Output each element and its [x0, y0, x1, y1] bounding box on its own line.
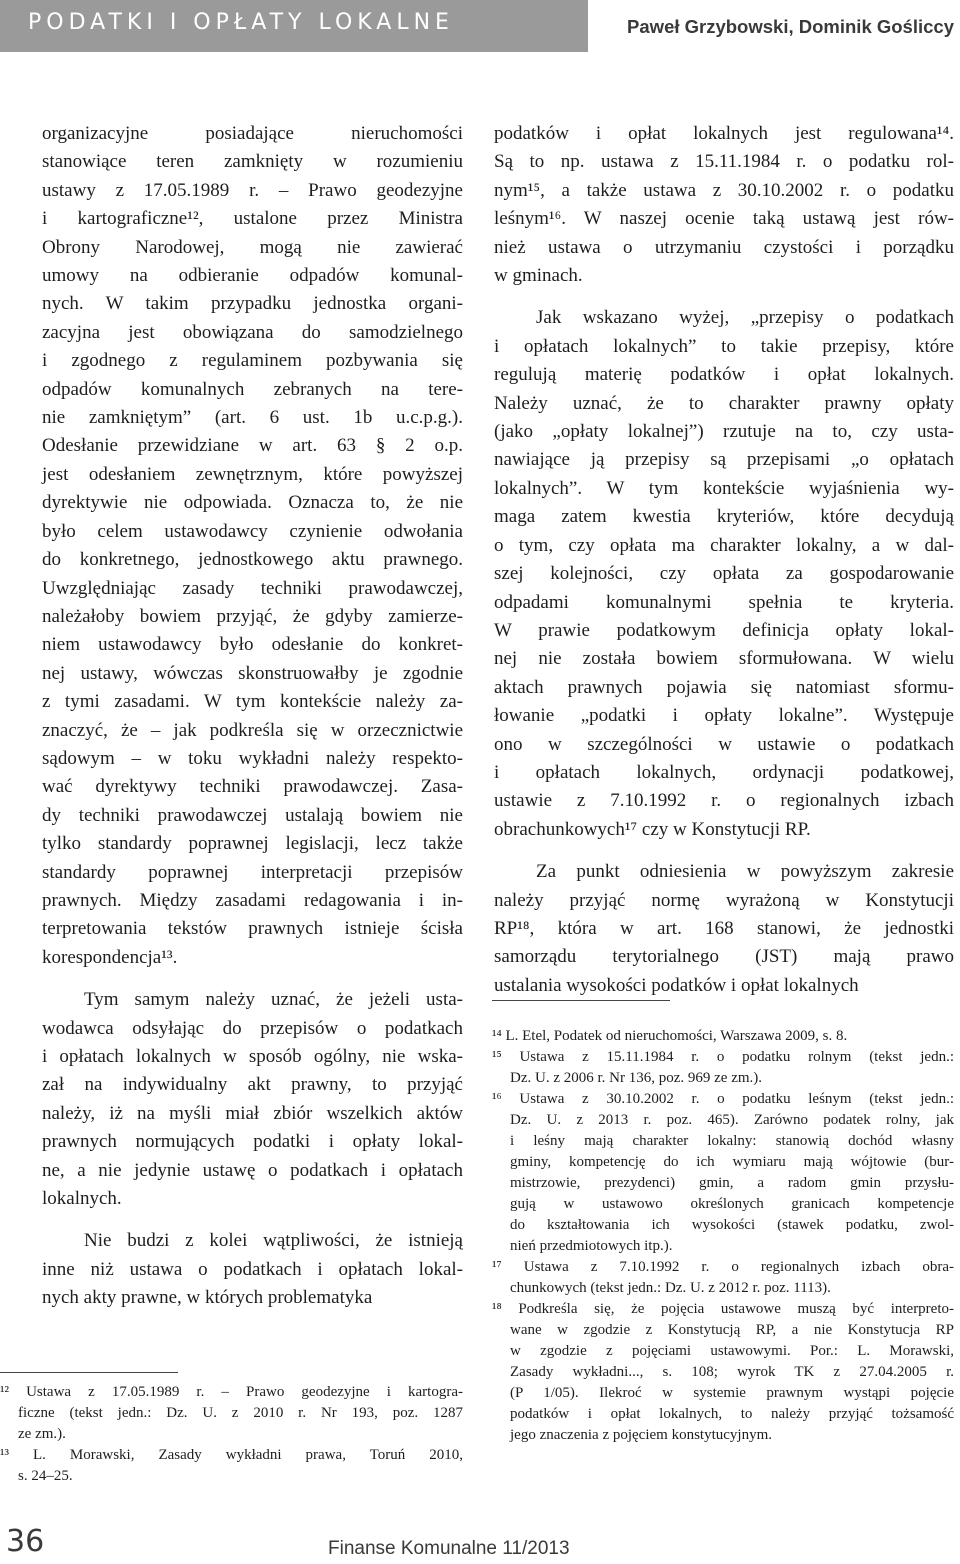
- left-paragraph-3: [42, 1227, 463, 1312]
- text-line: leśnym¹⁶. W naszej ocenie taką ustawą jest rów-: [494, 208, 954, 230]
- footnote-line: i leśny mają charakter lokalny: stanowią dochód własny: [510, 1133, 954, 1149]
- text-line: lokalnych”. W tym kontekście wyjaśnienia wy-: [494, 477, 954, 499]
- text-line: zał na indywidualny akt prawny, to przyjąć: [42, 1074, 463, 1096]
- text-line: wodawca odsyłając do przepisów o podatkach: [42, 1017, 463, 1039]
- footnote-line: Dz. U. z 2006 r. Nr 136, poz. 969 ze zm.).: [510, 1070, 763, 1086]
- text-line: i kartograficzne¹², ustalone przez Ministra: [42, 208, 463, 230]
- text-line: RP¹⁸, która w art. 168 stanowi, że jednostki: [494, 917, 954, 939]
- page-number: 36: [6, 1524, 45, 1559]
- text-line: odpadów komunalnych zebranych na tere-: [42, 378, 463, 400]
- text-line: samorządu terytorialnego (JST) mają prawo: [494, 946, 954, 968]
- right-paragraph-1: [494, 120, 954, 290]
- footnote-line: Zasady wykładni..., s. 108; wyrok TK z 27.04.2005 r.: [510, 1364, 954, 1380]
- text-line: Jak wskazano wyżej, „przepisy o podatkach: [536, 307, 954, 329]
- text-line: i opłatach lokalnych” to takie przepisy, które: [494, 335, 954, 357]
- text-line: regulują materię podatków i opłat lokalnych.: [494, 364, 954, 386]
- text-line: z tymi zasadami. W tym kontekście należy za-: [42, 691, 463, 713]
- text-line: terpretowania tekstów prawnych istnieje ścisła: [42, 918, 463, 940]
- footnote: [492, 1257, 954, 1299]
- text-line: nież ustawa o utrzymaniu czystości i porządku: [494, 236, 954, 258]
- footnote-line: ¹⁸ Podkreśla się, że pojęcia ustawowe muszą być interpreto-: [492, 1301, 954, 1317]
- text-line: dy techniki prawodawczej ustalają bowiem nie: [42, 804, 463, 826]
- text-line: aktach prawnych pojawia się natomiast sformu-: [494, 676, 954, 698]
- text-line: inne niż ustawa o podatkach i opłatach lokal-: [42, 1258, 463, 1280]
- footnotes-right: [492, 1026, 954, 1446]
- footnote-line: wane w zgodzie z Konstytucją RP, a nie Konstytucja RP: [510, 1322, 954, 1338]
- text-line: należy, iż na myśli miał zbiór wszelkich aktów: [42, 1102, 463, 1124]
- text-line: jest odesłaniem zewnętrznym, które powyższej: [42, 463, 463, 485]
- footnote-line: ¹⁴ L. Etel, Podatek od nieruchomości, Warszawa 2009, s. 8.: [492, 1028, 848, 1044]
- text-line: Obrony Narodowej, mogą nie zawierać: [42, 236, 463, 258]
- footnote-line: (P 1/05). Ilekroć w systemie prawnym wystąpi pojęcie: [510, 1385, 954, 1401]
- footnote-line: do kształtowania ich wysokości (stawek podatku, zwol-: [510, 1217, 954, 1233]
- text-line: nym¹⁵, a także ustawa z 30.10.2002 r. o podatku: [494, 179, 954, 201]
- text-line: odpadami komunalnymi spełnia te kryteria.: [494, 591, 954, 613]
- text-line: do konkretnego, jednostkowego aktu prawnego.: [42, 549, 463, 571]
- text-line: umowy na odbieranie odpadów komunal-: [42, 265, 463, 287]
- text-line: Za punkt odniesienia w powyższym zakresie: [536, 861, 954, 883]
- text-line: prawnych. Między zasadami redagowania i in-: [42, 889, 463, 911]
- text-line: nawiające ją przepisy są przepisami „o opłatach: [494, 449, 954, 471]
- footnote-line: gminy, kompetencję do ich wymiaru mają wójtowie (bur-: [510, 1154, 954, 1170]
- text-line: było celem ustawodawcy czynienie odwołania: [42, 520, 463, 542]
- footnote-rule-right: [492, 1000, 670, 1001]
- text-line: wać dyrektywy techniki prawodawczej. Zasa-: [42, 776, 463, 798]
- left-column: [42, 120, 463, 1313]
- footnotes-left: [0, 1382, 463, 1487]
- text-line: obrachunkowych¹⁷ czy w Konstytucji RP.: [494, 818, 811, 840]
- text-line: i opłatach lokalnych w sposób ogólny, nie wska-: [42, 1046, 463, 1067]
- magazine-title: Finanse Komunalne 11/2013: [328, 1538, 570, 1559]
- left-paragraph-2: [42, 986, 463, 1213]
- text-line: nych akty prawne, w których problematyka: [42, 1287, 373, 1309]
- text-line: dyrektywie nie odpowiada. Oznacza to, że nie: [42, 492, 463, 514]
- text-line: Nie budzi z kolei wątpliwości, że istnieją: [84, 1230, 463, 1252]
- article-authors: Paweł Grzybowski, Dominik Gośliccy: [627, 16, 954, 37]
- text-line: maga zatem kwestia kryteriów, które decydują: [494, 506, 954, 528]
- text-line: prawnych normujących podatki i opłaty lokal-: [42, 1131, 463, 1153]
- text-line: szej kolejności, czy opłata za gospodarowanie: [494, 563, 954, 585]
- text-line: ustalania wysokości podatków i opłat lokalnych: [494, 974, 859, 996]
- footnote-line: nień przedmiotowych itp.).: [510, 1238, 673, 1254]
- footnote: [492, 1047, 954, 1089]
- text-line: standardy poprawnej interpretacji przepisów: [42, 861, 463, 883]
- footnote-line: ¹³ L. Morawski, Zasady wykładni prawa, Toruń 2010,: [0, 1447, 463, 1463]
- footnote-line: ¹⁶ Ustawa z 30.10.2002 r. o podatku leśnym (tekst jedn.:: [492, 1091, 954, 1107]
- text-line: i opłatach lokalnych, ordynacji podatkowej,: [494, 761, 954, 783]
- footnote-line: jego znaczenia z pojęciem konstytucyjnym.: [510, 1427, 772, 1443]
- text-line: należy przyjąć normę wyrażoną w Konstytucji: [494, 889, 954, 911]
- footnote-line: mistrzowie, prezydenci) gmin, a radom gmin przysłu-: [510, 1175, 954, 1191]
- text-line: stanowiące teren zamknięty w rozumieniu: [42, 151, 463, 173]
- text-line: nej nie została bowiem sformułowana. W wielu: [494, 648, 954, 670]
- text-line: i zgodnego z regulaminem pozbywania się: [42, 350, 463, 372]
- text-line: Należy uznać, że to charakter prawny opłaty: [494, 392, 954, 414]
- text-line: ustawie z 7.10.1992 r. o regionalnych izbach: [494, 790, 954, 812]
- footnote-line: w zgodzie z pojęciami ustawowymi. Por.: L. Morawski,: [510, 1343, 954, 1359]
- footnote-line: ¹² Ustawa z 17.05.1989 r. – Prawo geodezyjne i kartogra-: [0, 1384, 463, 1400]
- text-line: lokalnych.: [42, 1188, 122, 1210]
- footnote-line: Dz. U. z 2013 r. poz. 465). Zarówno podatek rolny, jak: [510, 1112, 954, 1128]
- text-line: zacyjna jest obowiązana do samodzielnego: [42, 321, 463, 343]
- footnote-line: gują w ustawowo określonych granicach kompetencje: [510, 1196, 954, 1212]
- text-line: korespondencja¹³.: [42, 946, 178, 968]
- footnote-line: ¹⁷ Ustawa z 7.10.1992 r. o regionalnych izbach obra-: [492, 1259, 954, 1275]
- footnote: [492, 1026, 954, 1047]
- text-line: sądowym – w toku wykładni należy respekto-: [42, 747, 463, 769]
- right-paragraph-2: [494, 304, 954, 844]
- text-line: ustawy z 17.05.1989 r. – Prawo geodezyjne: [42, 179, 463, 201]
- text-line: w gminach.: [494, 265, 583, 287]
- footnote-rule-left: [0, 1372, 178, 1373]
- text-line: ono w szczególności w ustawie o podatkach: [494, 733, 954, 755]
- footnote-line: podatków i opłat lokalnych, to należy przyjąć tożsamość: [510, 1406, 954, 1422]
- text-line: należałoby bowiem przyjąć, że gdyby zamierze-: [42, 605, 463, 627]
- text-line: nych. W takim przypadku jednostka organi-: [42, 293, 463, 315]
- text-line: nej ustawy, wówczas skonstruowałby je zgodnie: [42, 662, 463, 684]
- footnote-line: chunkowych (tekst jedn.: Dz. U. z 2012 r. poz. 1113).: [510, 1280, 831, 1296]
- text-line: Tym samym należy uznać, że jeżeli usta-: [84, 989, 463, 1011]
- footnote: [492, 1299, 954, 1446]
- footnote: [0, 1382, 463, 1445]
- text-line: Uwzględniając zasady techniki prawodawczej,: [42, 577, 463, 599]
- text-line: podatków i opłat lokalnych jest regulowana¹⁴.: [494, 123, 954, 144]
- footnote-line: ficzne (tekst jedn.: Dz. U. z 2010 r. Nr 193, poz. 1287: [18, 1405, 463, 1421]
- text-line: znaczyć, że – jak podkreśla się w orzecznictwie: [42, 719, 463, 741]
- footnote-line: ze zm.).: [18, 1426, 66, 1442]
- text-line: ne, a nie jedynie ustawę o podatkach i opłatach: [42, 1159, 463, 1181]
- text-line: W prawie podatkowym definicja opłaty lokal-: [494, 619, 954, 641]
- text-line: niem ustawodawcy było odesłanie do konkret-: [42, 634, 463, 656]
- footnote: [0, 1445, 463, 1487]
- text-line: Są to np. ustawa z 15.11.1984 r. o podatku rol-: [494, 151, 954, 173]
- right-paragraph-3: [494, 858, 954, 1000]
- text-line: organizacyjne posiadające nieruchomości: [42, 123, 463, 144]
- left-paragraph-1: [42, 120, 463, 972]
- text-line: tylko standardy poprawnej legislacji, lecz także: [42, 833, 463, 855]
- text-line: o tym, czy opłata ma charakter lokalny, a w dal-: [494, 534, 954, 556]
- text-line: Odesłanie przewidziane w art. 63 § 2 o.p.: [42, 435, 463, 457]
- text-line: nie zamkniętym” (art. 6 ust. 1b u.c.p.g.).: [42, 407, 463, 429]
- footnote-line: s. 24–25.: [18, 1468, 73, 1484]
- right-column: [494, 120, 954, 1000]
- text-line: łowanie „podatki i opłaty lokalne”. Występuje: [494, 705, 954, 727]
- text-line: (jako „opłaty lokalnej”) rzutuje na to, czy usta-: [494, 421, 954, 443]
- footnote-line: ¹⁵ Ustawa z 15.11.1984 r. o podatku rolnym (tekst jedn.:: [492, 1049, 954, 1065]
- section-title: PODATKI I OPŁATY LOKALNE: [28, 10, 454, 35]
- footnote: [492, 1089, 954, 1257]
